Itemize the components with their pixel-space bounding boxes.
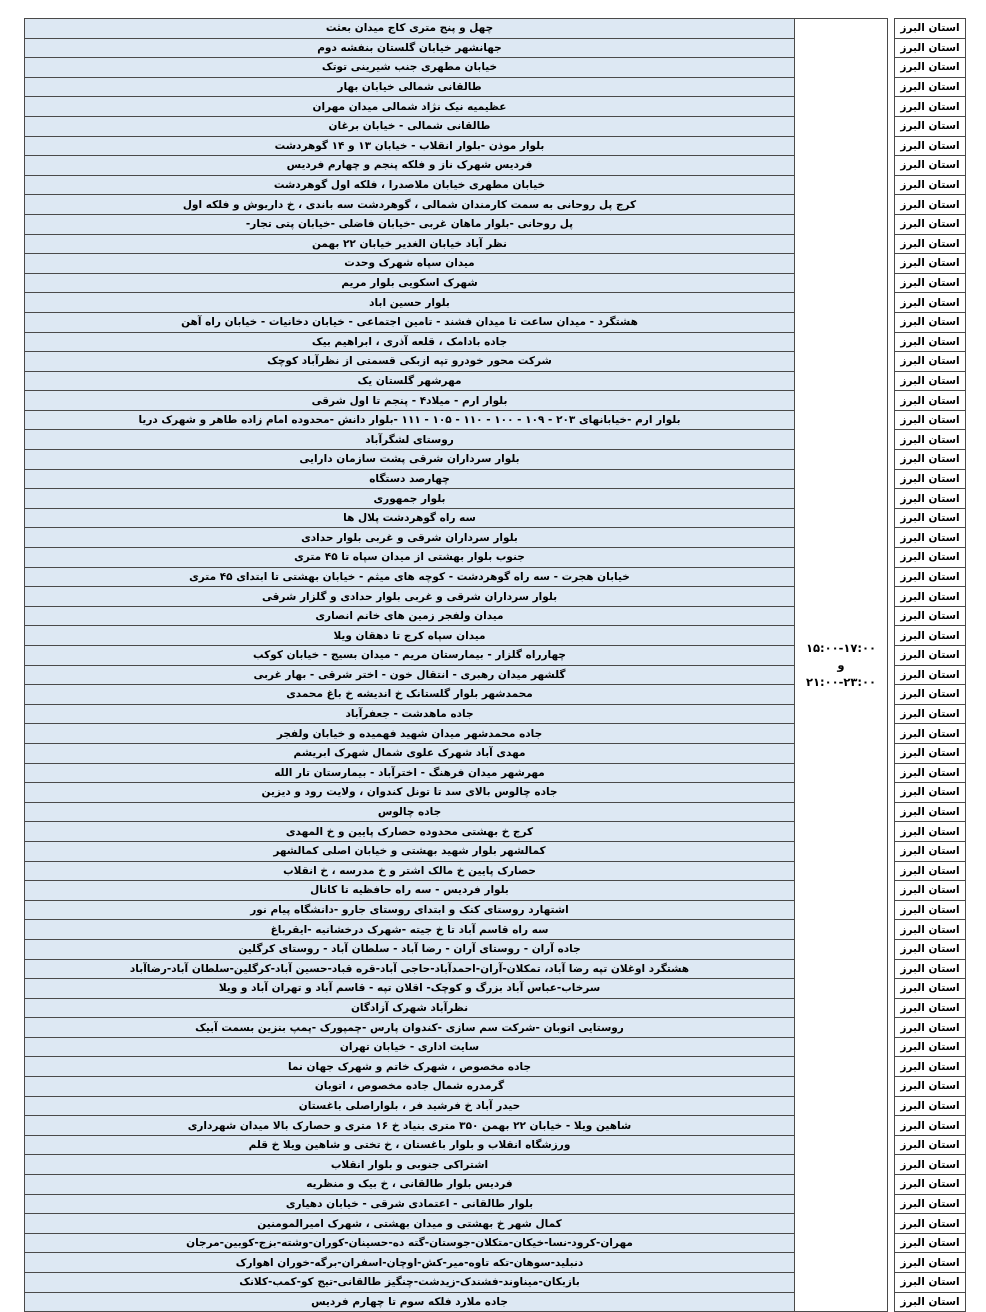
province-cell: استان البرز	[895, 1194, 966, 1214]
column-gap	[888, 548, 895, 568]
time-slot-joiner: و	[837, 657, 845, 672]
province-cell: استان البرز	[895, 175, 966, 195]
column-gap	[888, 763, 895, 783]
column-gap	[888, 783, 895, 803]
column-gap	[888, 822, 895, 842]
area-cell: روستای لشگرآباد	[25, 430, 795, 450]
column-gap	[888, 1292, 895, 1312]
time-slot-line1: ۱۵:۰۰-۱۷:۰۰	[805, 640, 877, 655]
province-cell: استان البرز	[895, 19, 966, 39]
area-cell: عظیمیه نیک نژاد شمالی میدان مهران	[25, 97, 795, 117]
province-cell: استان البرز	[895, 1273, 966, 1293]
province-cell: استان البرز	[895, 254, 966, 274]
area-cell: کمال شهر خ بهشتی و میدان بهشتی ، شهرک امیرالمومنین	[25, 1214, 795, 1234]
column-gap	[888, 1135, 895, 1155]
column-gap	[888, 136, 895, 156]
column-gap	[888, 665, 895, 685]
area-cell: چهل و پنج متری کاج میدان بعثت	[25, 19, 795, 39]
column-gap	[888, 116, 895, 136]
area-cell: جاده بادامک ، قلعه آذری ، ابراهیم بیک	[25, 332, 795, 352]
area-cell: گرمدره شمال جاده مخصوص ، اتوبان	[25, 1077, 795, 1097]
area-cell: میدان سپاه شهرک وحدت	[25, 254, 795, 274]
province-cell: استان البرز	[895, 1135, 966, 1155]
province-cell: استان البرز	[895, 312, 966, 332]
area-cell: اشتراکی جنوبی و بلوار انقلاب	[25, 1155, 795, 1175]
column-gap	[888, 606, 895, 626]
area-cell: گلشهر میدان رهبری - انتقال خون - اختر شرقی - بهار غربی	[25, 665, 795, 685]
area-cell: حصارک پایین خ مالک اشتر و خ مدرسه ، خ انقلاب	[25, 861, 795, 881]
column-gap	[888, 724, 895, 744]
province-cell: استان البرز	[895, 861, 966, 881]
province-cell: استان البرز	[895, 763, 966, 783]
area-cell: محمدشهر بلوار گلستانک خ اندیشه خ باغ محمدی	[25, 685, 795, 705]
province-cell: استان البرز	[895, 724, 966, 744]
area-cell: جنوب بلوار بهشتی از میدان سپاه تا ۴۵ متری	[25, 548, 795, 568]
column-gap	[888, 1077, 895, 1097]
area-cell: سه راه قاسم آباد تا خ جیته -شهرک درخشانیه -ایقرباغ	[25, 920, 795, 940]
area-cell: جاده چالوس بالای سد تا تونل کندوان ، ولایت رود و دیزین	[25, 783, 795, 803]
province-cell: استان البرز	[895, 704, 966, 724]
province-cell: استان البرز	[895, 1253, 966, 1273]
area-cell: بلوار موذن -بلوار انقلاب - خیابان ۱۳ و ۱۴ گوهردشت	[25, 136, 795, 156]
area-cell: بازبکان-میناوند-فشندک-زیدشت-چنگیز طالقانی-تیج کو-کمب-کلانک	[25, 1273, 795, 1293]
column-gap	[888, 861, 895, 881]
area-cell: مهرشهر گلستان یک	[25, 371, 795, 391]
province-cell: استان البرز	[895, 841, 966, 861]
column-gap	[888, 802, 895, 822]
time-slot-cell	[795, 19, 888, 1312]
column-gap	[888, 450, 895, 470]
area-cell: بلوار ارم - میلاد۴ - پنجم تا اول شرقی	[25, 391, 795, 411]
area-cell: هشتگرد - میدان ساعت تا میدان فشند - تامین اجتماعی - خیابان دخانیات - خیابان راه آهن	[25, 312, 795, 332]
province-cell: استان البرز	[895, 979, 966, 999]
province-cell: استان البرز	[895, 1155, 966, 1175]
column-gap	[888, 97, 895, 117]
column-gap	[888, 77, 895, 97]
province-cell: استان البرز	[895, 939, 966, 959]
province-cell: استان البرز	[895, 234, 966, 254]
province-cell: استان البرز	[895, 646, 966, 666]
province-cell: استان البرز	[895, 920, 966, 940]
area-cell: بلوار فردیس - سه راه حافظیه تا کانال	[25, 881, 795, 901]
province-cell: استان البرز	[895, 1057, 966, 1077]
area-cell: جاده مخصوص ، شهرک خاتم و شهرک جهان نما	[25, 1057, 795, 1077]
area-cell: شاهین ویلا - خیابان ۲۲ بهمن ۳۵۰ متری بنیاد خ ۱۶ متری و حصارک بالا میدان شهرداری	[25, 1116, 795, 1136]
column-gap	[888, 920, 895, 940]
column-gap	[888, 332, 895, 352]
province-cell: استان البرز	[895, 77, 966, 97]
area-cell: بلوار حسین اباد	[25, 293, 795, 313]
column-gap	[888, 685, 895, 705]
column-gap	[888, 1194, 895, 1214]
area-cell: شرکت محور خودرو تپه ازبکی قسمتی از نظرآباد کوچک	[25, 352, 795, 372]
table-body	[25, 19, 966, 1312]
province-cell: استان البرز	[895, 587, 966, 607]
area-cell: سایت اداری - خیابان تهران	[25, 1037, 795, 1057]
column-gap	[888, 1175, 895, 1195]
province-cell: استان البرز	[895, 802, 966, 822]
area-cell: سه راه گوهردشت پلال ها	[25, 508, 795, 528]
province-cell: استان البرز	[895, 391, 966, 411]
column-gap	[888, 293, 895, 313]
area-cell: میدان سپاه کرج تا دهقان ویلا	[25, 626, 795, 646]
province-cell: استان البرز	[895, 1116, 966, 1136]
column-gap	[888, 998, 895, 1018]
area-cell: شهرک اسکویی بلوار مریم	[25, 273, 795, 293]
province-cell: استان البرز	[895, 97, 966, 117]
area-cell: هشتگرد اوغلان تپه رضا آباد، تمکلان-آران-احمدآباد-حاجی آباد-قره قباد-حسین آباد-کرگلین-سلطان آباد-رضاآباد	[25, 959, 795, 979]
province-cell: استان البرز	[895, 783, 966, 803]
province-cell: استان البرز	[895, 1175, 966, 1195]
province-cell: استان البرز	[895, 606, 966, 626]
column-gap	[888, 881, 895, 901]
area-cell: چهارراه گلزار - بیمارستان مریم - میدان بسیج - خیابان کوکب	[25, 646, 795, 666]
outage-schedule-table	[24, 18, 966, 1312]
column-gap	[888, 528, 895, 548]
area-cell: روستایی اتوبان -شرکت سم سازی -کندوان پارس -چمپورک -پمپ بنزین بسمت آبیک	[25, 1018, 795, 1038]
area-cell: حیدر آباد خ فرشید فر ، بلواراصلی باغستان	[25, 1096, 795, 1116]
column-gap	[888, 1273, 895, 1293]
column-gap	[888, 979, 895, 999]
column-gap	[888, 175, 895, 195]
area-cell: خیابان مطهری خیابان ملاصدرا ، فلکه اول گوهردشت	[25, 175, 795, 195]
area-cell: ورزشگاه انقلاب و بلوار باغستان ، خ تختی و شاهین ویلا خ قلم	[25, 1135, 795, 1155]
province-cell: استان البرز	[895, 900, 966, 920]
area-cell: میدان ولفجر زمین های خانم انصاری	[25, 606, 795, 626]
column-gap	[888, 312, 895, 332]
area-cell: کمالشهر بلوار شهید بهشتی و خیابان اصلی کمالشهر	[25, 841, 795, 861]
table-row	[25, 19, 966, 39]
province-cell: استان البرز	[895, 273, 966, 293]
column-gap	[888, 1057, 895, 1077]
province-cell: استان البرز	[895, 548, 966, 568]
area-cell: فردیس بلوار طالقانی ، خ بیک و منظریه	[25, 1175, 795, 1195]
province-cell: استان البرز	[895, 293, 966, 313]
column-gap	[888, 508, 895, 528]
province-cell: استان البرز	[895, 430, 966, 450]
area-cell: دنبلید-سوهان-تکه تاوه-میر-کش-اوچان-اسفران-برگه-خوران اهوارک	[25, 1253, 795, 1273]
province-cell: استان البرز	[895, 1233, 966, 1253]
province-cell: استان البرز	[895, 116, 966, 136]
province-cell: استان البرز	[895, 371, 966, 391]
area-cell: طالقانی شمالی خیابان بهار	[25, 77, 795, 97]
column-gap	[888, 234, 895, 254]
column-gap	[888, 900, 895, 920]
column-gap	[888, 469, 895, 489]
area-cell: چهارصد دستگاه	[25, 469, 795, 489]
column-gap	[888, 371, 895, 391]
column-gap	[888, 1037, 895, 1057]
province-cell: استان البرز	[895, 959, 966, 979]
column-gap	[888, 1155, 895, 1175]
column-gap	[888, 1214, 895, 1234]
province-cell: استان البرز	[895, 352, 966, 372]
area-cell: بلوار سرداران شرقی و غربی بلوار حدادی و گلزار شرقی	[25, 587, 795, 607]
area-cell: بلوار ارم -خیابانهای ۲۰۳ - ۱۰۹ - ۱۰۰ - ۱۱۰ - ۱۰۵ - ۱۱۱ -بلوار دانش -محدوده امام زاده طاهر و شهرک دریا	[25, 410, 795, 430]
column-gap	[888, 19, 895, 39]
column-gap	[888, 489, 895, 509]
column-gap	[888, 959, 895, 979]
area-cell: خیابان مطهری جنب شیرینی توتک	[25, 58, 795, 78]
column-gap	[888, 567, 895, 587]
column-gap	[888, 254, 895, 274]
province-cell: استان البرز	[895, 1018, 966, 1038]
column-gap	[888, 1018, 895, 1038]
province-cell: استان البرز	[895, 38, 966, 58]
column-gap	[888, 352, 895, 372]
province-cell: استان البرز	[895, 567, 966, 587]
province-cell: استان البرز	[895, 998, 966, 1018]
province-cell: استان البرز	[895, 58, 966, 78]
area-cell: جاده ملارد فلکه سوم تا چهارم فردیس	[25, 1292, 795, 1312]
province-cell: استان البرز	[895, 1037, 966, 1057]
area-cell: جاده آران - روستای آران - رضا آباد - سلطان آباد - روستای کرگلین	[25, 939, 795, 959]
province-cell: استان البرز	[895, 1077, 966, 1097]
time-slot-line2: ۲۱:۰۰-۲۳:۰۰	[805, 674, 877, 689]
column-gap	[888, 410, 895, 430]
area-cell: نظر آباد خیابان الغدیر خیابان ۲۲ بهمن	[25, 234, 795, 254]
column-gap	[888, 646, 895, 666]
area-cell: اشتهارد روستای کنک و ابتدای روستای جارو -دانشگاه پیام نور	[25, 900, 795, 920]
column-gap	[888, 1253, 895, 1273]
province-cell: استان البرز	[895, 685, 966, 705]
province-cell: استان البرز	[895, 156, 966, 176]
province-cell: استان البرز	[895, 626, 966, 646]
province-cell: استان البرز	[895, 469, 966, 489]
province-cell: استان البرز	[895, 881, 966, 901]
column-gap	[888, 1233, 895, 1253]
column-gap	[888, 1096, 895, 1116]
column-gap	[888, 939, 895, 959]
area-cell: جاده محمدشهر میدان شهید فهمیده و خیابان ولفجر	[25, 724, 795, 744]
area-cell: جاده ماهدشت - جعفرآباد	[25, 704, 795, 724]
province-cell: استان البرز	[895, 195, 966, 215]
column-gap	[888, 626, 895, 646]
province-cell: استان البرز	[895, 450, 966, 470]
column-gap	[888, 430, 895, 450]
column-gap	[888, 214, 895, 234]
column-gap	[888, 704, 895, 724]
area-cell: کرج پل روحانی به سمت کارمندان شمالی ، گوهردشت سه باندی ، خ داریوش و فلکه اول	[25, 195, 795, 215]
area-cell: طالقانی شمالی - خیابان برغان	[25, 116, 795, 136]
column-gap	[888, 743, 895, 763]
province-cell: استان البرز	[895, 410, 966, 430]
area-cell: سرخاب-عباس آباد بزرگ و کوچک- اقلان تپه - قاسم آباد و تهران آباد و ویلا	[25, 979, 795, 999]
province-cell: استان البرز	[895, 214, 966, 234]
column-gap	[888, 38, 895, 58]
province-cell: استان البرز	[895, 822, 966, 842]
column-gap	[888, 195, 895, 215]
area-cell: پل روحانی -بلوار ماهان غربی -خیابان فاضلی -خیابان پتی تجار-	[25, 214, 795, 234]
area-cell: بلوار سرداران شرقی و غربی بلوار حدادی	[25, 528, 795, 548]
area-cell: مهرشهر میدان فرهنگ - اخترآباد - بیمارستان تار الله	[25, 763, 795, 783]
province-cell: استان البرز	[895, 528, 966, 548]
area-cell: جاده چالوس	[25, 802, 795, 822]
province-cell: استان البرز	[895, 1096, 966, 1116]
province-cell: استان البرز	[895, 332, 966, 352]
area-cell: کرج خ بهشتی محدوده حصارک پایین و خ المهدی	[25, 822, 795, 842]
column-gap	[888, 156, 895, 176]
area-cell: جهانشهر خیابان گلستان بنفشه دوم	[25, 38, 795, 58]
province-cell: استان البرز	[895, 1292, 966, 1312]
area-cell: بلوار جمهوری	[25, 489, 795, 509]
area-cell: بلوار طالقانی - اعتمادی شرقی - خیابان دهیاری	[25, 1194, 795, 1214]
province-cell: استان البرز	[895, 1214, 966, 1234]
area-cell: فردیس شهرک ناز و فلکه پنجم و چهارم فردیس	[25, 156, 795, 176]
column-gap	[888, 58, 895, 78]
column-gap	[888, 587, 895, 607]
column-gap	[888, 841, 895, 861]
area-cell: نظرآباد شهرک آزادگان	[25, 998, 795, 1018]
province-cell: استان البرز	[895, 136, 966, 156]
column-gap	[888, 1116, 895, 1136]
province-cell: استان البرز	[895, 508, 966, 528]
province-cell: استان البرز	[895, 489, 966, 509]
province-cell: استان البرز	[895, 743, 966, 763]
column-gap	[888, 273, 895, 293]
area-cell: خیابان هجرت - سه راه گوهردشت - کوچه های میثم - خیابان بهشتی تا ابتدای ۴۵ متری	[25, 567, 795, 587]
area-cell: مهدی آباد شهرک علوی شمال شهرک ابریشم	[25, 743, 795, 763]
province-cell: استان البرز	[895, 665, 966, 685]
area-cell: مهران-کرود-نسا-خیکان-متکلان-جوستان-گته ده-حسینان-کوران-وشته-بزج-کوبین-مرجان	[25, 1233, 795, 1253]
area-cell: بلوار سرداران شرقی پشت سازمان دارایی	[25, 450, 795, 470]
column-gap	[888, 391, 895, 411]
